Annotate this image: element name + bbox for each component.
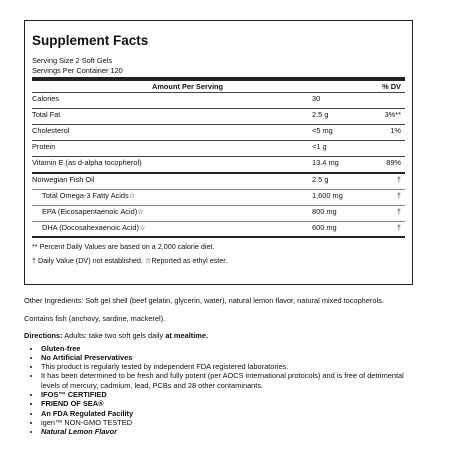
nutrient-dv: †	[396, 175, 401, 184]
facts-title: Supplement Facts	[32, 33, 149, 48]
nutrient-amount: 600 mg	[312, 223, 337, 232]
nutrient-row-calories	[32, 92, 405, 105]
nutrient-amount: <5 mg	[312, 126, 333, 135]
dv-header: % DV	[382, 82, 401, 91]
nutrient-amount: 2.5 g	[312, 175, 329, 184]
list-item: • igen™ NON-GMO TESTED	[41, 418, 424, 427]
table-header	[32, 81, 405, 92]
directions-text: Adults: take two soft gels daily	[62, 331, 166, 340]
nutrient-dv: †	[396, 207, 401, 216]
nutrient-row-cholesterol	[32, 124, 405, 137]
nutrient-amount: 800 mg	[312, 207, 337, 216]
nutrient-label: DHA (Docosahexaenoic Acid)☆	[42, 223, 146, 232]
nutrient-amount: 1,600 mg	[312, 191, 343, 200]
nutrient-row-epa	[32, 205, 405, 218]
directions	[24, 331, 424, 341]
list-item: • An FDA Regulated Facility	[41, 409, 424, 418]
nutrient-label: Protein	[32, 142, 56, 151]
nutrient-amount: 30	[312, 94, 321, 103]
nutrient-dv: †	[396, 223, 401, 232]
nutrient-row-protein	[32, 140, 405, 153]
footnote-percent-dv: ** Percent Daily Values are based on a 2,000 calorie diet.	[32, 236, 405, 252]
serving-size: Serving Size 2 Soft Gels	[32, 56, 113, 65]
nutrient-dv: 1%	[390, 126, 401, 135]
nutrient-label: Vitamin E (as d-alpha tocopherol)	[32, 158, 142, 167]
nutrient-row-fish-oil	[32, 172, 405, 186]
nutrient-label: Cholesterol	[32, 126, 70, 135]
nutrient-label: Total Fat	[32, 110, 61, 119]
nutrient-label: Calories	[32, 94, 60, 103]
supplement-facts-panel	[24, 20, 413, 285]
nutrient-dv: 3%**	[384, 110, 401, 119]
nutrient-dv: 89%	[386, 158, 401, 167]
nutrient-dv: †	[396, 191, 401, 200]
list-item: • Gluten-free	[41, 344, 424, 353]
list-item: • Natural Lemon Flavor	[41, 427, 424, 436]
list-item: • FRIEND OF SEA®	[41, 399, 424, 408]
footnote-dv-not-established: † Daily Value (DV) not established. ☆Reported as ethyl ester.	[32, 256, 228, 265]
product-details	[24, 296, 424, 436]
nutrient-label: EPA (Eicosapentaenoic Acid)☆	[42, 207, 144, 216]
amount-per-serving-header: Amount Per Serving	[152, 82, 224, 91]
servings-per-container: Servings Per Container 120	[32, 66, 123, 75]
nutrient-row-total-fat	[32, 108, 405, 121]
allergen-statement: Contains fish (anchovy, sardine, mackerel).	[24, 313, 166, 323]
directions-emphasis: at mealtime.	[165, 331, 209, 340]
list-item: • It has been determined to be fresh and fully potent (per AOCS international protocols) and is free of detrimental levels of mercury, cadmium, lead, PCBs and 28 other contaminants.	[41, 371, 424, 390]
nutrient-amount: <1 g	[312, 142, 327, 151]
directions-label: Directions:	[24, 331, 63, 340]
list-item: • No Artificial Preservatives	[41, 353, 424, 362]
list-item: • IFOS™ CERTIFIED	[41, 390, 424, 399]
nutrient-row-omega-3	[32, 189, 405, 202]
nutrient-amount: 13.4 mg	[312, 158, 339, 167]
nutrient-row-dha	[32, 221, 405, 234]
nutrient-label: Total Omega-3 Fatty Acids☆	[42, 191, 136, 200]
nutrient-row-vitamin-e	[32, 156, 405, 169]
feature-list	[24, 344, 424, 437]
list-item: • This product is regularly tested by independent FDA registered laboratories.	[41, 362, 424, 371]
nutrient-label: Norwegian Fish Oil	[32, 175, 95, 184]
other-ingredients: Other Ingredients: Soft gel shell (beef gelatin, glycerin, water), natural lemon flavor, natural mixed tocopherols.	[24, 296, 384, 305]
nutrient-amount: 2.5 g	[312, 110, 329, 119]
